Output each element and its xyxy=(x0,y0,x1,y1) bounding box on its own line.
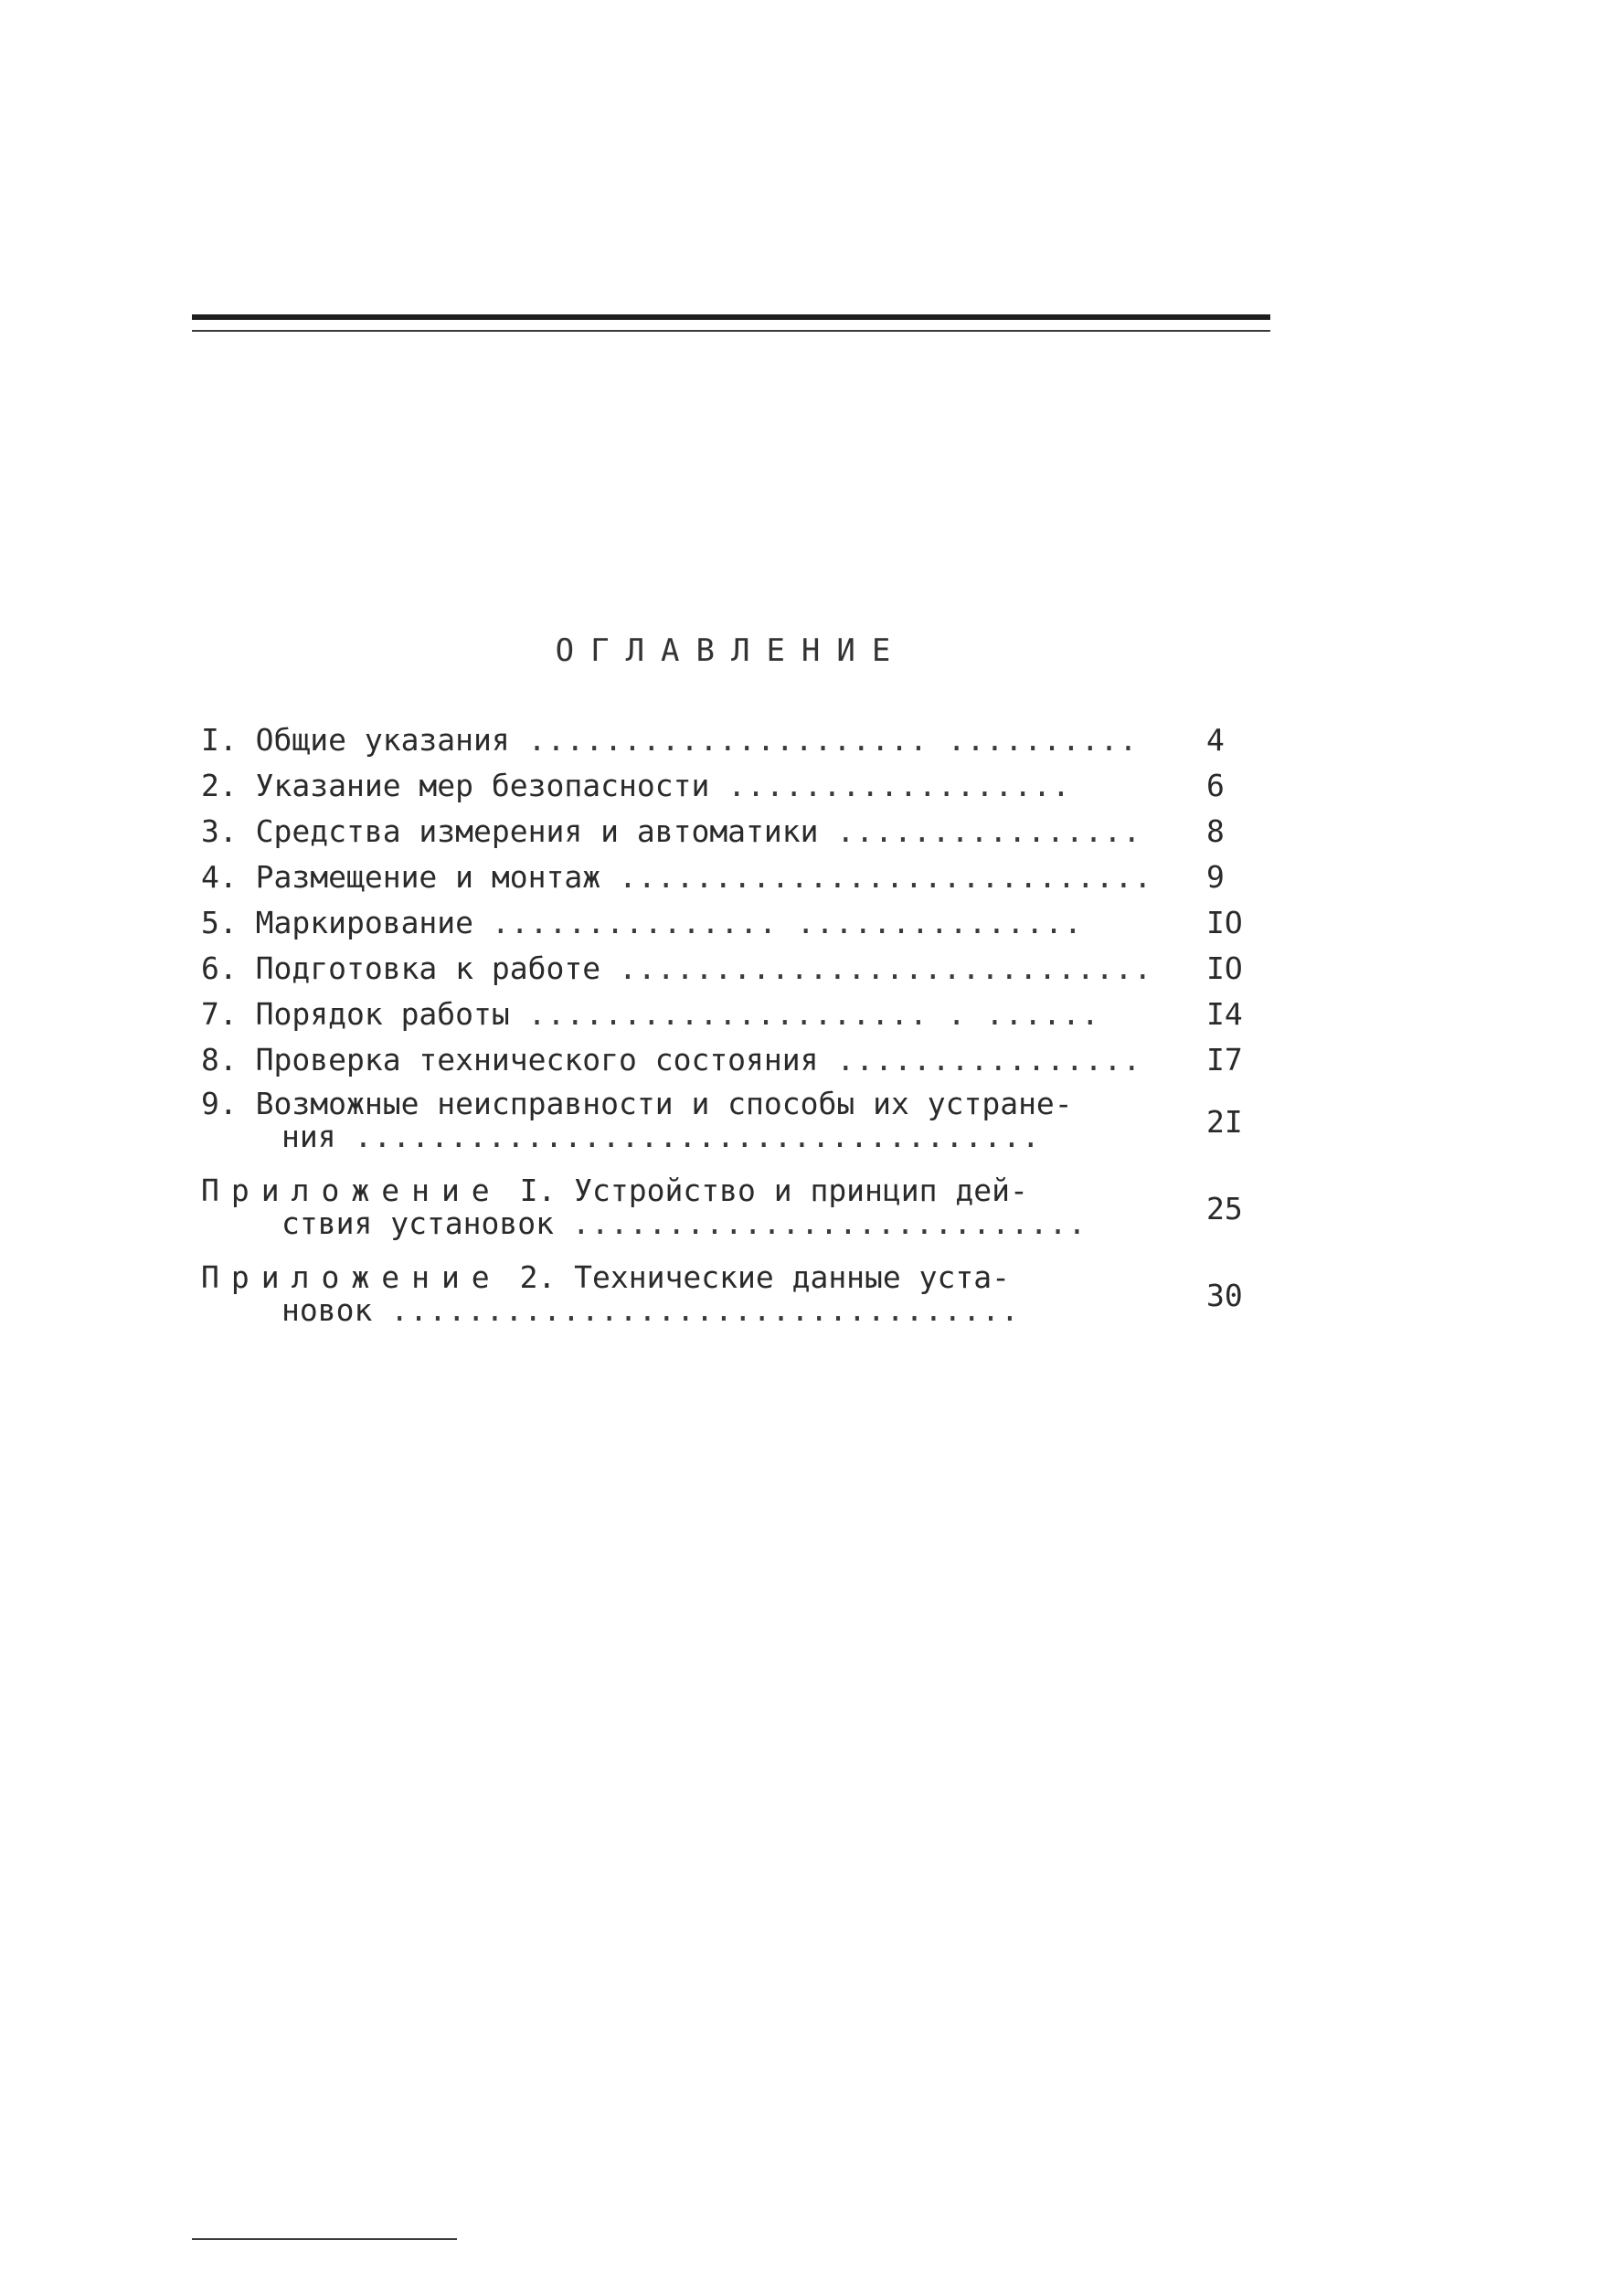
entry-page: 6 xyxy=(1206,768,1225,803)
appendix-text-continued: ствия установок xyxy=(281,1205,555,1241)
toc-entry[interactable] xyxy=(201,994,1261,1040)
entry-page: 2I xyxy=(1206,1104,1243,1140)
leader-dots: ................................. xyxy=(390,1292,1020,1328)
leader-dots: ..................... . ...... xyxy=(527,996,1100,1032)
entry-number: 5. xyxy=(201,905,238,940)
entry-text: Указание мер безопасности xyxy=(255,768,710,803)
entry-text: Порядок работы xyxy=(255,996,510,1032)
appendix-text: I. Устройство и принцип дей- xyxy=(519,1173,1028,1208)
entry-page: IO xyxy=(1206,905,1243,940)
leader-dots: ............... ............... xyxy=(491,905,1083,940)
entry-text: Проверка технического состояния xyxy=(255,1042,819,1078)
leader-dots: ..................... .......... xyxy=(527,722,1139,758)
header-rule-thick xyxy=(192,314,1270,320)
footer-rule xyxy=(192,2238,457,2240)
entry-number: 7. xyxy=(201,996,238,1032)
appendix-text-continued: новок xyxy=(281,1292,373,1328)
appendix-page: 25 xyxy=(1206,1191,1243,1226)
entry-number: 2. xyxy=(201,768,238,803)
leader-dots: .................................... xyxy=(354,1119,1041,1154)
leader-dots: ............................ xyxy=(619,859,1153,895)
entry-page: 4 xyxy=(1206,722,1225,758)
leader-dots: ................ xyxy=(836,1042,1142,1078)
toc-appendix-entry[interactable] xyxy=(201,1173,1261,1259)
toc-appendix-entry[interactable] xyxy=(201,1259,1261,1346)
leader-dots: ................ xyxy=(836,813,1142,849)
entry-page: I7 xyxy=(1206,1042,1243,1078)
appendix-page: 30 xyxy=(1206,1278,1243,1313)
entry-number: 6. xyxy=(201,950,238,986)
appendix-text: 2. Технические данные уста- xyxy=(519,1259,1010,1295)
toc-entry[interactable] xyxy=(201,903,1261,949)
toc-entry[interactable] xyxy=(201,720,1261,766)
toc-entry[interactable] xyxy=(201,766,1261,812)
entry-number: 3. xyxy=(201,813,238,849)
entry-text: Размещение и монтаж xyxy=(255,859,601,895)
toc-entry[interactable] xyxy=(201,1086,1261,1173)
leader-dots: .................. xyxy=(727,768,1071,803)
entry-page: 8 xyxy=(1206,813,1225,849)
entry-page: I4 xyxy=(1206,996,1243,1032)
entry-page: IO xyxy=(1206,950,1243,986)
entry-number: I. xyxy=(201,722,238,758)
entry-text-continued: ния xyxy=(281,1119,336,1154)
appendix-label: Приложение xyxy=(201,1259,502,1295)
entry-number: 9. xyxy=(201,1086,238,1121)
leader-dots: ........................... xyxy=(571,1205,1088,1241)
entry-text: Маркирование xyxy=(255,905,474,940)
entry-page: 9 xyxy=(1206,859,1225,895)
entry-number: 8. xyxy=(201,1042,238,1078)
entry-text: Общие указания xyxy=(255,722,510,758)
entry-text: Средства измерения и автоматики xyxy=(255,813,819,849)
header-rule-thin xyxy=(192,330,1270,332)
toc-entry[interactable] xyxy=(201,857,1261,903)
toc-entry[interactable] xyxy=(201,1040,1261,1086)
leader-dots: ............................ xyxy=(619,950,1153,986)
toc-title: ОГЛАВЛЕНИЕ xyxy=(555,632,908,669)
toc-entry[interactable] xyxy=(201,812,1261,857)
entry-number: 4. xyxy=(201,859,238,895)
toc-entry[interactable] xyxy=(201,949,1261,994)
table-of-contents xyxy=(201,720,1261,1346)
entry-text: Возможные неисправности и способы их устране- xyxy=(255,1086,1073,1121)
entry-text: Подготовка к работе xyxy=(255,950,601,986)
appendix-label: Приложение xyxy=(201,1173,502,1208)
